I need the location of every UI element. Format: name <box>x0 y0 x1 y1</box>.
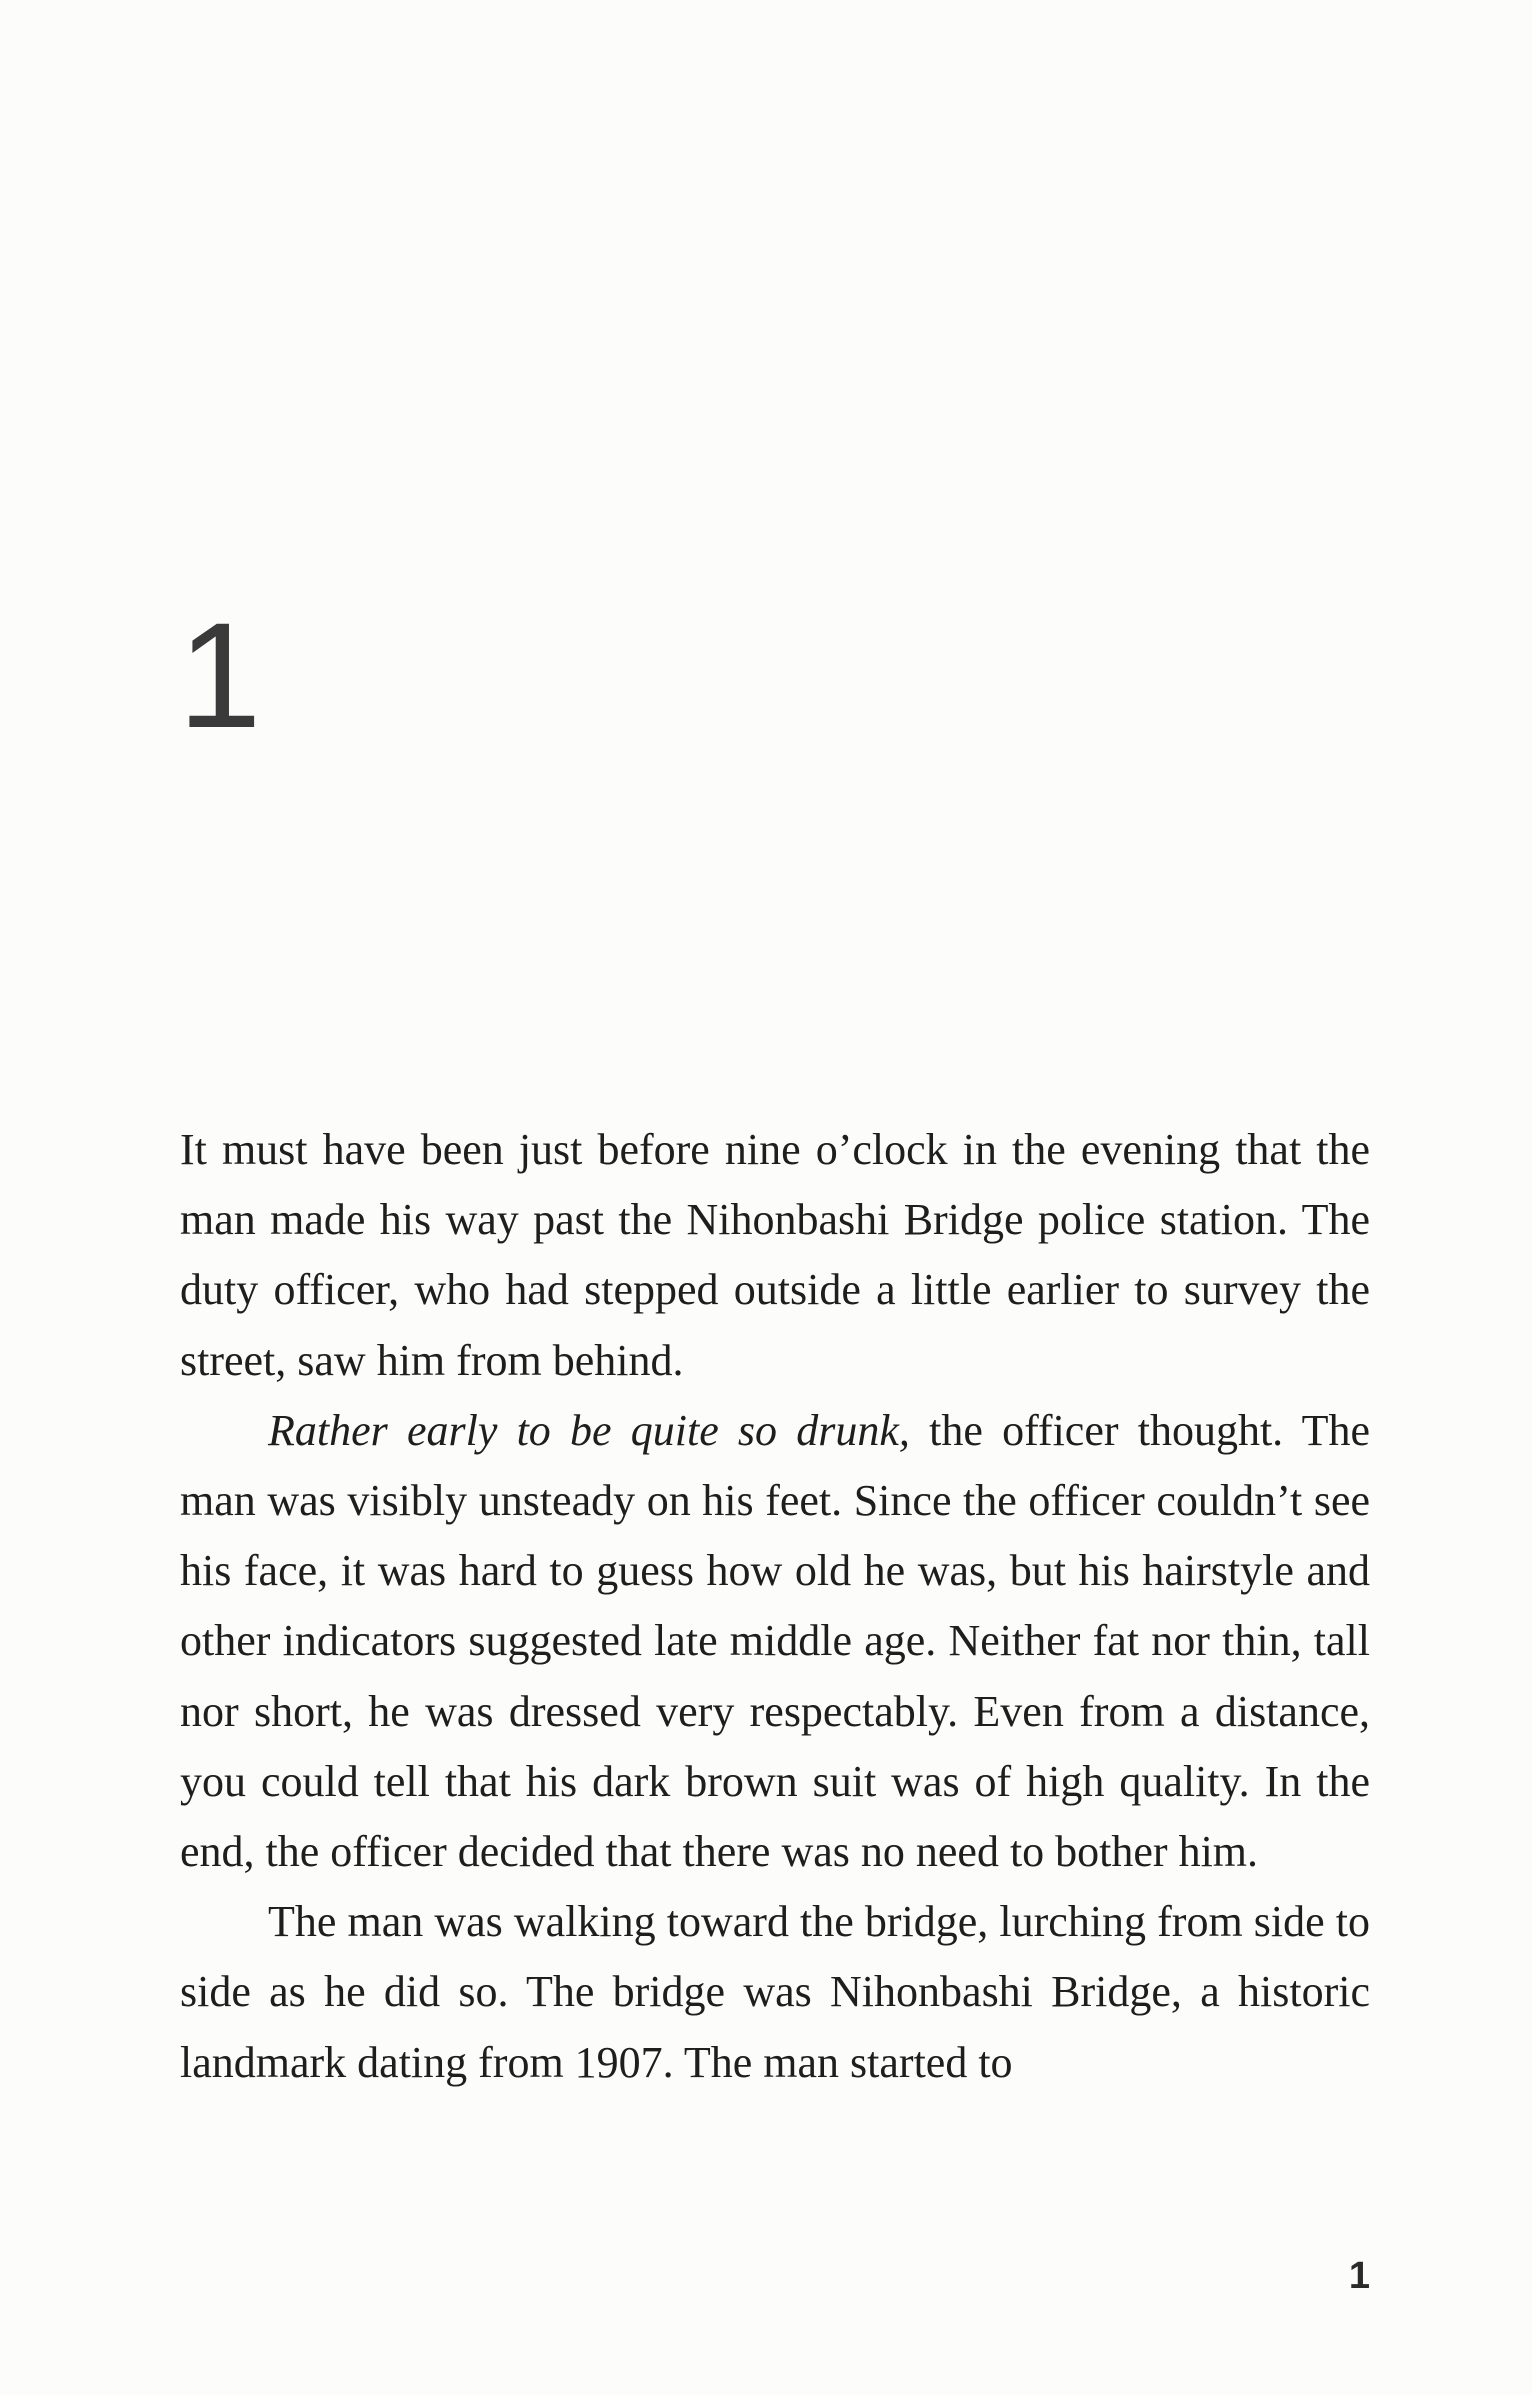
paragraph-2 <box>180 1396 1370 1887</box>
paragraph-2-italic-lead: Rather early to be quite so drunk, <box>268 1405 910 1455</box>
page-number: 1 <box>1348 2255 1370 2297</box>
chapter-number: 1 <box>178 591 262 759</box>
paragraph-3: The man was walking toward the bridge, lurching from side to side as he did so. The bridge was Nihonbashi Bridge, a historic landmark dating from 1907. The man started to <box>180 1897 1370 2087</box>
paragraph-1: It must have been just before nine o’clock in the evening that the man made his way past the Nihonbashi Bridge police station. The duty officer, who had stepped outside a little earlier to survey the street, saw him from behind. <box>180 1125 1370 1385</box>
paragraph-2-text: the officer thought. The man was visibly unsteady on his feet. Since the officer couldn’t see his face, it was hard to guess how old he was, but his hairstyle and other indicators suggested late middle age. Neither fat nor thin, tall nor short, he was dressed very respectably. Even from a distance, you could tell that his dark brown suit was of high quality. In the end, the officer decided that there was no need to bother him. <box>180 1405 1370 1877</box>
chapter-body <box>180 1115 1370 2098</box>
